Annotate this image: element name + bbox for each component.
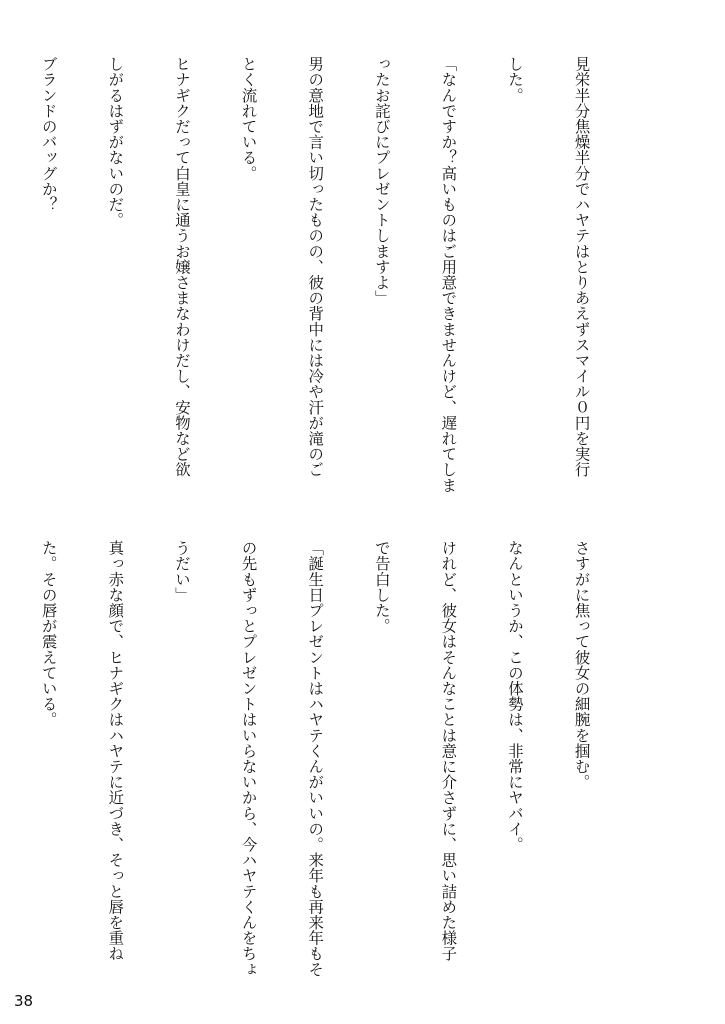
text-line: で告白した。 bbox=[372, 540, 391, 634]
text-line: なんというか、この体勢は、非常にヤバイ。 bbox=[505, 540, 524, 852]
text-line: しがるはずがないのだ。 bbox=[106, 56, 125, 228]
text-block-bottom bbox=[0, 540, 637, 980]
text-line: 真っ赤な顔で、ヒナギクはハヤテに近づき、そっと唇を重ね bbox=[106, 540, 125, 962]
text-line: ったお詫びにプレゼントしますよ」 bbox=[372, 56, 391, 306]
text-line: さすがに焦って彼女の細腕を掴む。 bbox=[572, 540, 591, 790]
text-line: の先もずっとプレゼントはいらないから、今ハヤテくんをちょ bbox=[239, 540, 258, 977]
text-line: た。その唇が震えている。 bbox=[39, 540, 58, 728]
text-line: けれど、彼女はそんなことは意に介さずに、思い詰めた様子 bbox=[439, 540, 458, 962]
text-line: 「なんですか？高いものはご用意できませんけど、遅れてしま bbox=[439, 56, 458, 493]
page-number: 38 bbox=[14, 992, 34, 1010]
text-line: 男の意地で言い切ったものの、彼の背中には冷や汗が滝のご bbox=[306, 56, 325, 478]
text-line: うだい」 bbox=[172, 540, 191, 603]
text-line: 「誕生日プレゼントはハヤテくんがいいの。来年も再来年もそ bbox=[306, 540, 325, 977]
text-line: した。 bbox=[505, 56, 524, 103]
text-line: ブランドのバッグか？ bbox=[39, 56, 58, 212]
text-line: ヒナギクだって白皇に通うお嬢さまなわけだし、安物など欲 bbox=[172, 56, 191, 478]
text-line: 見栄半分焦燥半分でハヤテはとりあえずスマイル０円を実行 bbox=[572, 56, 591, 478]
text-line: とく流れている。 bbox=[239, 56, 258, 181]
text-block-top bbox=[0, 56, 637, 496]
